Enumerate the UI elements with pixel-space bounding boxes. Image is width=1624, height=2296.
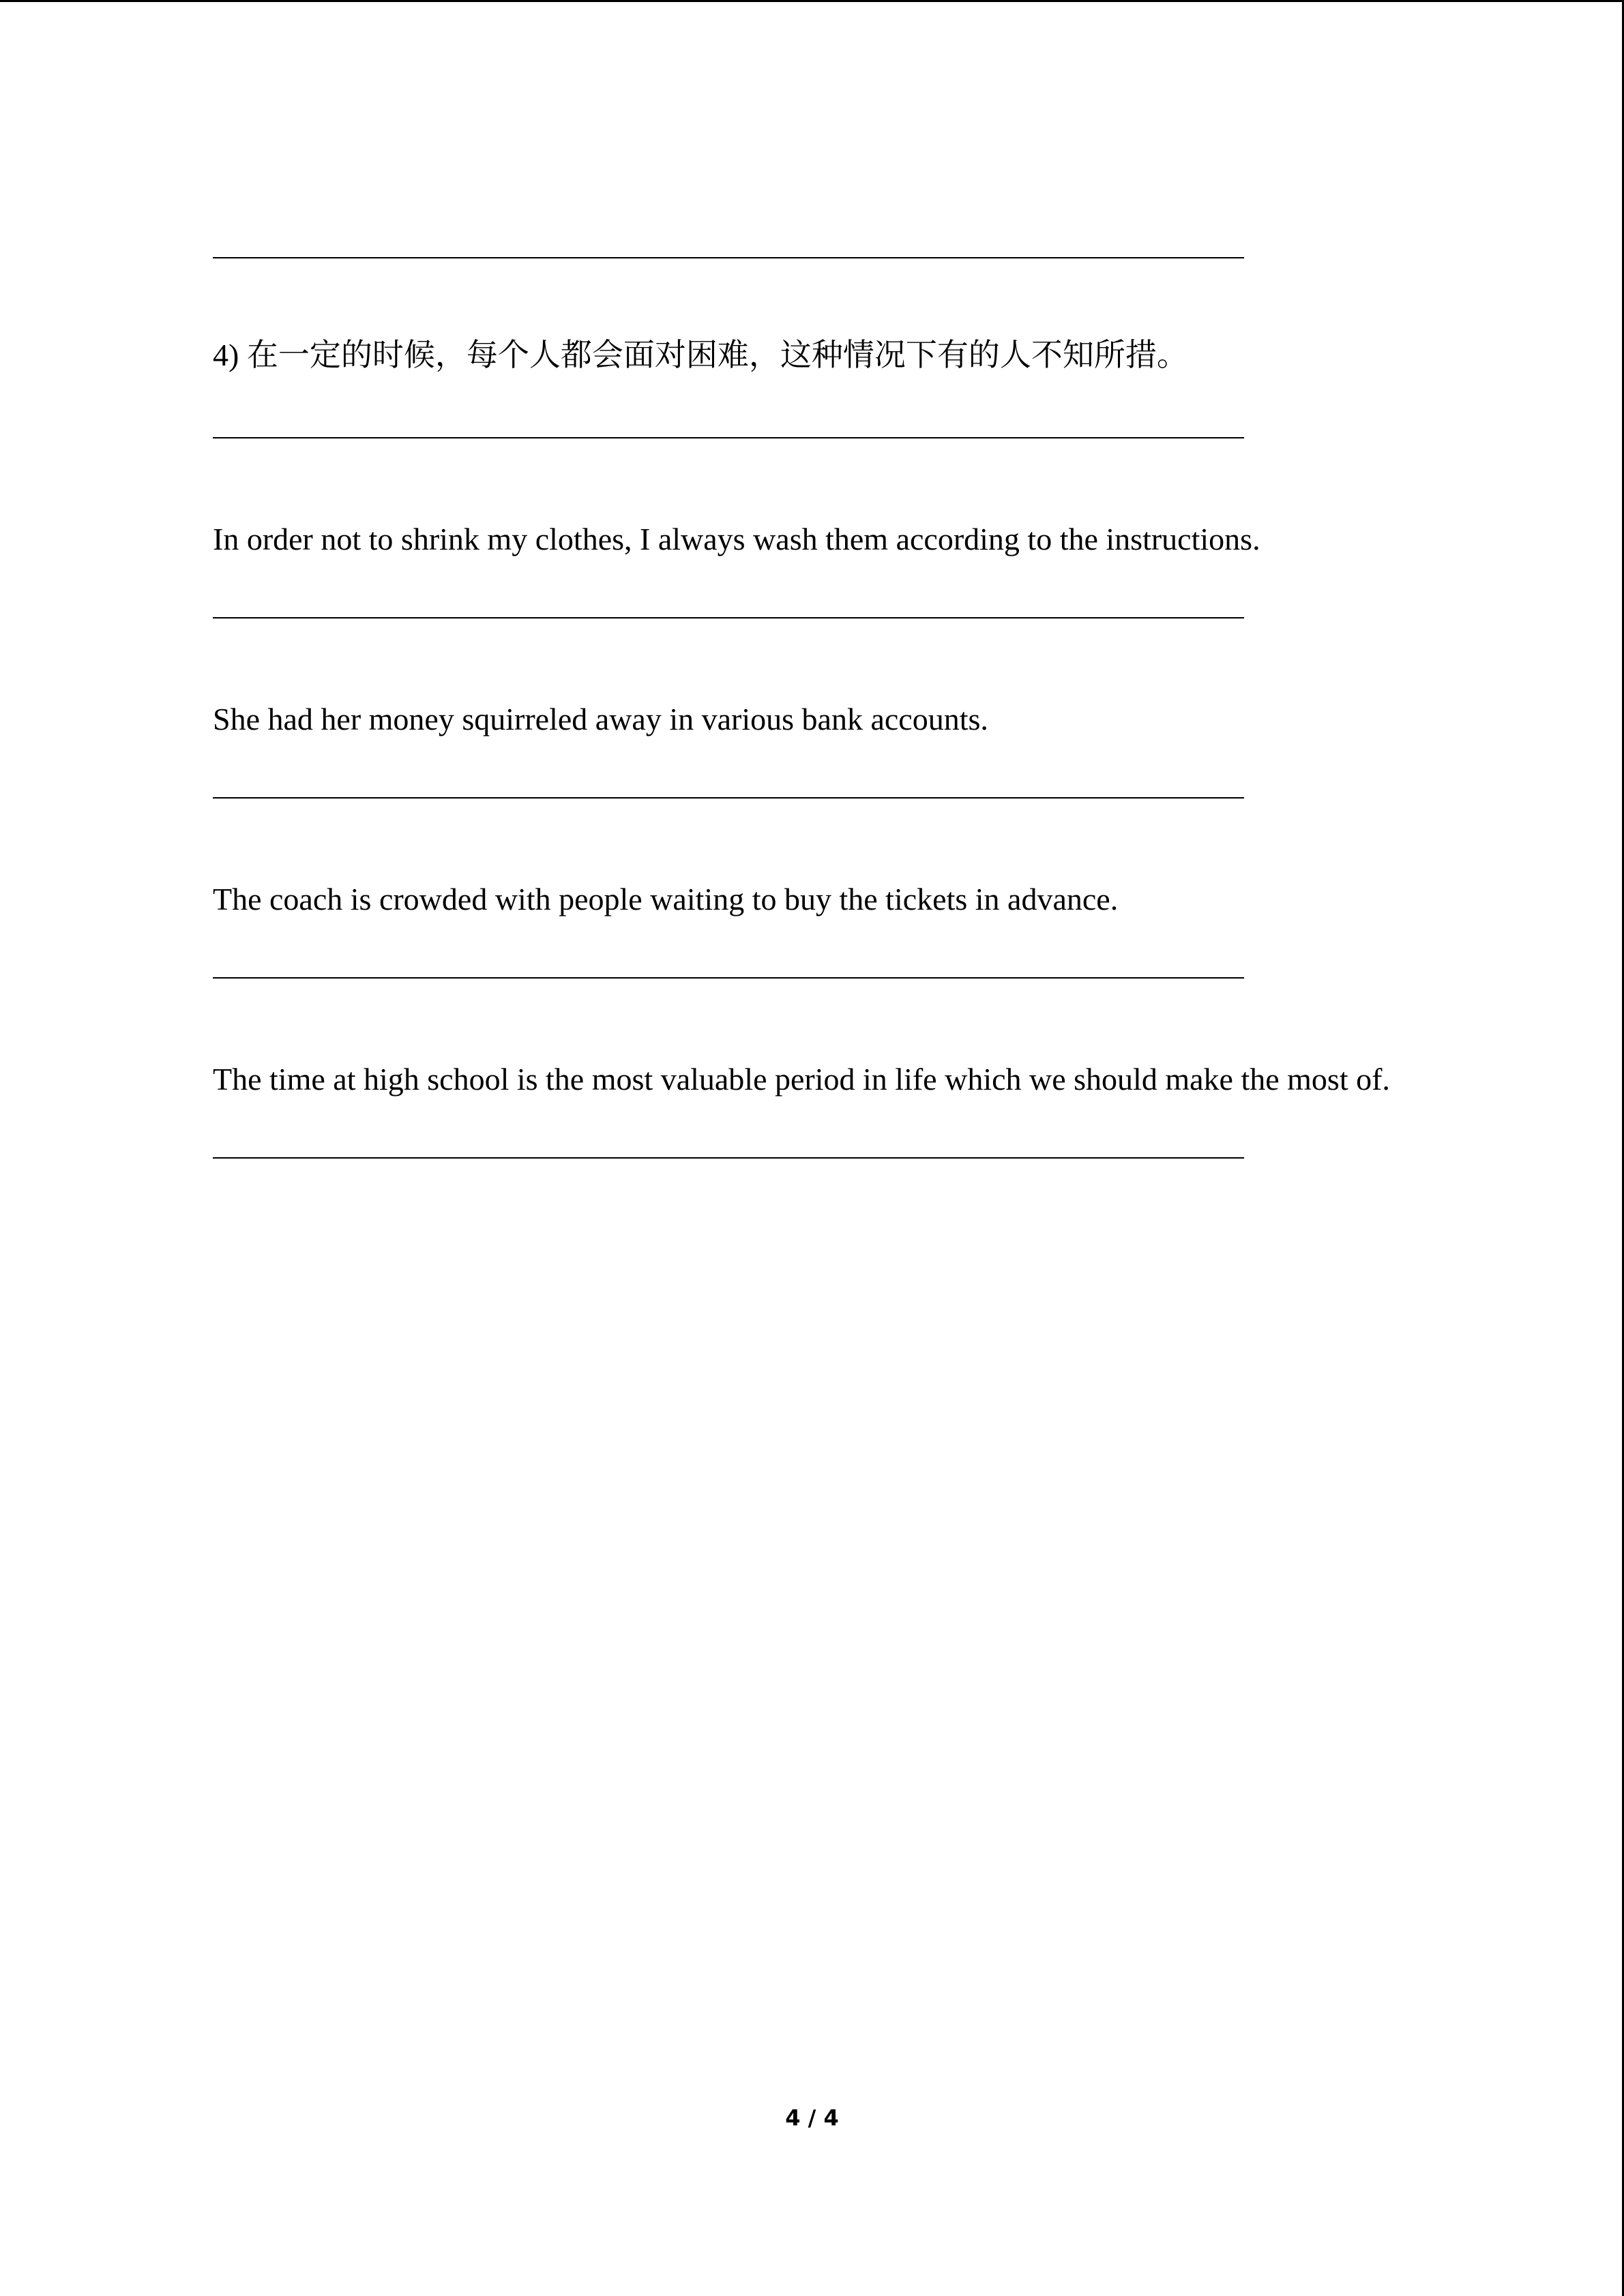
sentence-high-school-time: The time at high school is the most valuable period in life which we should make the most of. xyxy=(213,1062,1390,1097)
answer-line xyxy=(213,437,1244,438)
answer-line xyxy=(213,977,1244,979)
sentence-shrink-clothes: In order not to shrink my clothes, I always wash them according to the instructions. xyxy=(213,522,1260,556)
answer-line xyxy=(213,797,1244,799)
page-number: 4 / 4 xyxy=(785,2105,839,2131)
sentence-squirreled-money: She had her money squirreled away in various bank accounts. xyxy=(213,702,988,736)
answer-line xyxy=(213,617,1244,618)
sentence-4-chinese: 4) 在一定的时候，每个人都会面对困难，这种情况下有的人不知所措。 xyxy=(213,338,1188,372)
answer-line xyxy=(213,1157,1244,1159)
answer-line xyxy=(213,257,1244,258)
sentence-coach-crowded: The coach is crowded with people waiting to buy the tickets in advance. xyxy=(213,882,1119,916)
